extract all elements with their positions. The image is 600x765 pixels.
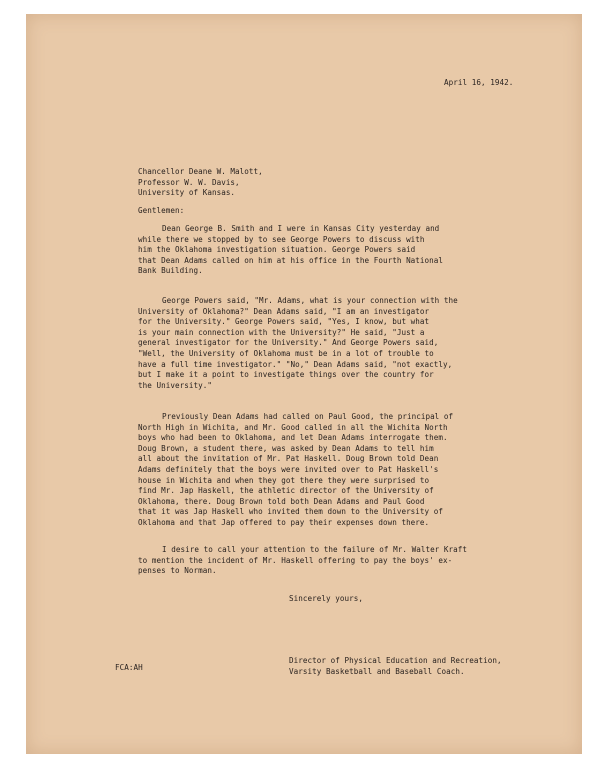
paragraph-line: but I make it a point to investigate things over the country for — [138, 370, 434, 380]
paragraph-line: Bank Building. — [138, 266, 203, 276]
addressee-line-1: Chancellor Deane W. Malott, — [138, 167, 263, 176]
signature-title-line-1: Director of Physical Education and Recreation, — [289, 656, 502, 665]
paragraph-line: is your main connection with the University?" He said, "Just a — [138, 327, 425, 337]
paragraph-line: all about the invitation of Mr. Pat Haskell. Doug Brown told Dean — [138, 454, 439, 464]
addressee-block — [138, 167, 263, 199]
letter-date: April 16, 1942. — [444, 78, 514, 87]
closing: Sincerely yours, — [289, 594, 363, 603]
salutation: Gentlemen: — [138, 206, 185, 215]
paragraph-2 — [138, 296, 458, 391]
paragraph-line: George Powers said, "Mr. Adams, what is your connection with the — [162, 296, 458, 305]
signature-block — [289, 656, 502, 677]
paragraph-line: Doug Brown, a student there, was asked by Dean Adams to tell him — [138, 443, 434, 453]
paragraph-line: Previously Dean Adams had called on Paul Good, the principal of — [162, 412, 454, 421]
paragraph-line: boys who had been to Oklahoma, and let Dean Adams interrogate them. — [138, 433, 448, 443]
paragraph-line: North High in Wichita, and Mr. Good called in all the Wichita North — [138, 422, 448, 432]
addressee-line-3: University of Kansas. — [138, 188, 236, 198]
paragraph-line: "Well, the University of Oklahoma must be in a lot of trouble to — [138, 348, 434, 358]
paragraph-line: house in Wichita and when they got there they were surprised to — [138, 475, 430, 485]
paragraph-line: find Mr. Jap Haskell, the athletic director of the University of — [138, 486, 434, 496]
paragraph-line: University of Oklahoma?" Dean Adams said, "I am an investigator — [138, 306, 430, 316]
paragraph-line: Oklahoma and that Jap offered to pay their expenses down there. — [138, 517, 430, 527]
paragraph-line: Adams definitely that the boys were invited over to Pat Haskell's — [138, 464, 439, 474]
paragraph-line: him the Oklahoma investigation situation. George Powers said — [138, 245, 416, 255]
paragraph-line: for the University." George Powers said, "Yes, I know, but what — [138, 317, 430, 327]
paragraph-line: while there we stopped by to see George Powers to discuss with — [138, 234, 425, 244]
paragraph-line: to mention the incident of Mr. Haskell offering to pay the boys' ex- — [138, 555, 453, 565]
paragraph-line: general investigator for the University." And George Powers said, — [138, 338, 439, 348]
paragraph-line: the University." — [138, 380, 212, 390]
signature-title-line-2: Varsity Basketball and Baseball Coach. — [289, 666, 465, 676]
paragraph-line: have a full time investigator." "No," Dean Adams said, "not exactly, — [138, 359, 453, 369]
paragraph-line: Oklahoma, there. Doug Brown told both Dean Adams and Paul Good — [138, 496, 425, 506]
paragraph-line: Dean George B. Smith and I were in Kansas City yesterday and — [162, 224, 440, 233]
paragraph-line: that Dean Adams called on him at his office in the Fourth National — [138, 255, 444, 265]
addressee-line-2: Professor W. W. Davis, — [138, 177, 240, 187]
paragraph-1 — [138, 224, 443, 277]
paragraph-4 — [138, 545, 467, 577]
paragraph-3 — [138, 412, 453, 529]
paragraph-line: I desire to call your attention to the failure of Mr. Walter Kraft — [162, 545, 468, 554]
typist-initials: FCA:AH — [115, 663, 143, 672]
paragraph-line: that it was Jap Haskell who invited them down to the University of — [138, 507, 444, 517]
paragraph-line: penses to Norman. — [138, 566, 217, 576]
